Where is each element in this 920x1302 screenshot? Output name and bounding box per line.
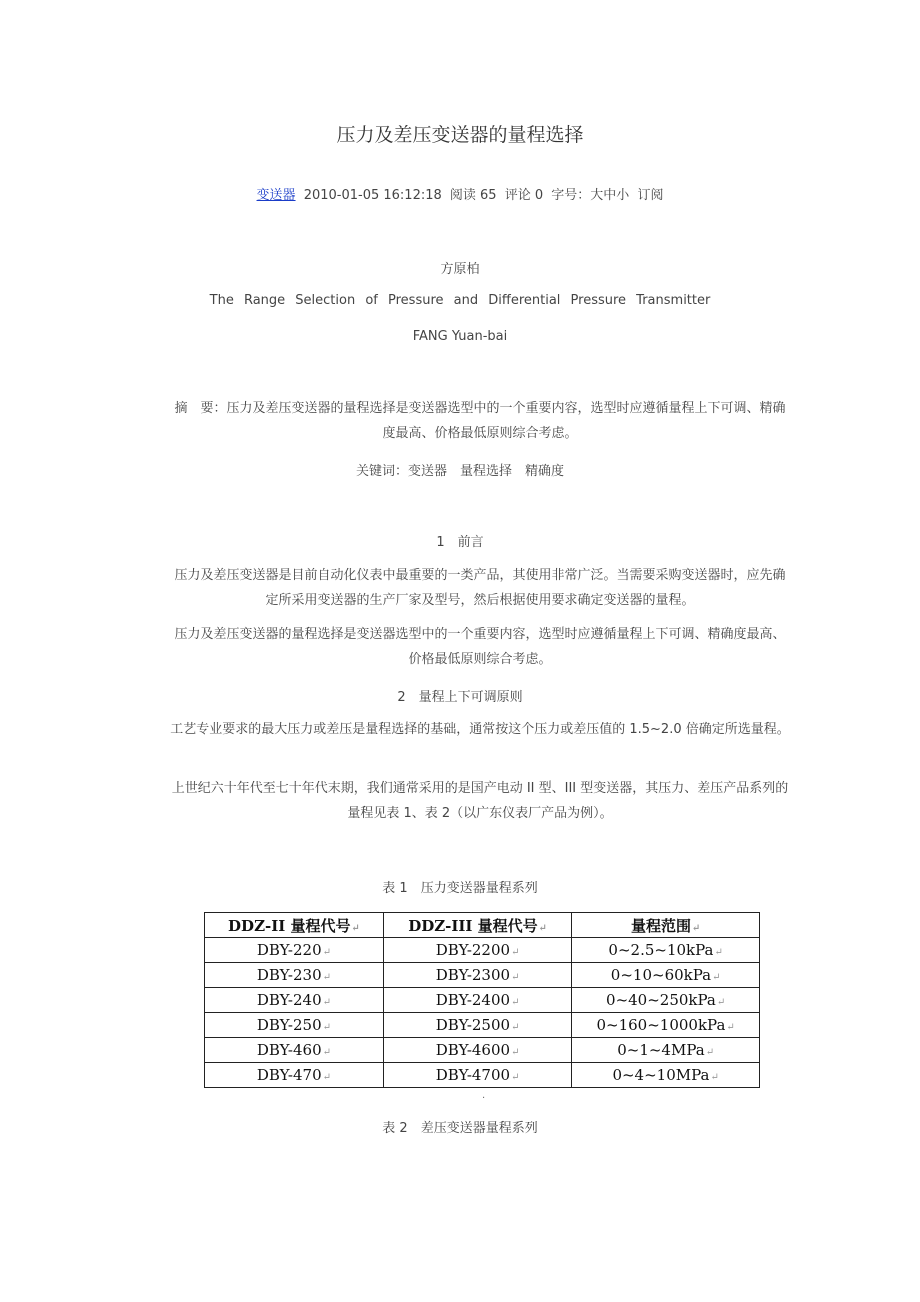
article-title: 压力及差压变送器的量程选择	[336, 124, 584, 146]
table-row	[205, 1038, 760, 1063]
table-cell: 0~10~60kPa↵	[572, 963, 760, 988]
table-cell: 0~1~4MPa↵	[572, 1038, 760, 1063]
table-cell: 0~4~10MPa↵	[572, 1063, 760, 1088]
table-row	[205, 938, 760, 963]
table-cell: DBY-2500↵	[383, 1013, 571, 1038]
header-cell: DDZ-II 量程代号↵	[205, 913, 384, 938]
table-row	[205, 988, 760, 1013]
table1-caption: 表 1 压力变送器量程系列	[382, 881, 538, 896]
table-cell: DBY-250↵	[205, 1013, 384, 1038]
header-cell: DDZ-III 量程代号↵	[383, 913, 571, 938]
header-cell: 量程范围↵	[572, 913, 760, 938]
comment-count[interactable]: 评论 0	[504, 188, 544, 203]
table-cell: 0~40~250kPa↵	[572, 988, 760, 1013]
paragraph-4: 上世纪六十年代至七十年代末期，我们通常采用的是国产电动 II 型、III 型变送器，其压力、差压产品系列的量程见表 1、表 2（以广东仪表厂产品为例）。	[171, 781, 789, 821]
section-heading-1: 1 前言	[436, 535, 484, 550]
author-cn: 方原柏	[440, 262, 480, 277]
table-row	[205, 1063, 760, 1088]
article-meta	[0, 184, 920, 203]
table-cell: DBY-460↵	[205, 1038, 384, 1063]
section-heading-2: 2 量程上下可调原则	[397, 690, 523, 705]
subscribe-link[interactable]: 订阅	[637, 188, 664, 203]
table-cell: DBY-220↵	[205, 938, 384, 963]
author-en: FANG Yuan-bai	[412, 329, 508, 344]
category-link[interactable]: 变送器	[256, 188, 296, 203]
table-cell: DBY-2300↵	[383, 963, 571, 988]
table-cell: DBY-4700↵	[383, 1063, 571, 1088]
paragraph-1: 压力及差压变送器是目前自动化仪表中最重要的一类产品，其使用非常广泛。当需要采购变送器时，应先确定所采用变送器的生产厂家及型号，然后根据使用要求确定变送器的量程。	[174, 568, 786, 608]
table-cell: DBY-470↵	[205, 1063, 384, 1088]
table-cell: 0~2.5~10kPa↵	[572, 938, 760, 963]
paragraph-mark: .	[482, 1090, 486, 1101]
post-datetime: 2010-01-05 16:12:18	[303, 188, 442, 203]
table-row	[205, 963, 760, 988]
table2-caption: 表 2 差压变送器量程系列	[382, 1121, 538, 1136]
table-header-row	[205, 913, 760, 938]
range-table	[204, 912, 760, 1088]
table-cell: DBY-2400↵	[383, 988, 571, 1013]
paragraph-3: 工艺专业要求的最大压力或差压是量程选择的基础，通常按这个压力或差压值的 1.5~2.0 倍确定所选量程。	[170, 722, 790, 737]
table-cell: DBY-230↵	[205, 963, 384, 988]
paragraph-2: 压力及差压变送器的量程选择是变送器选型中的一个重要内容，选型时应遵循量程上下可调、精确度最高、价格最低原则综合考虑。	[174, 627, 786, 667]
abstract: 摘 要：压力及差压变送器的量程选择是变送器选型中的一个重要内容，选型时应遵循量程上下可调、精确度最高、价格最低原则综合考虑。	[174, 401, 786, 441]
table-row	[205, 1013, 760, 1038]
table-cell: DBY-240↵	[205, 988, 384, 1013]
table-cell: 0~160~1000kPa↵	[572, 1013, 760, 1038]
table-cell: DBY-2200↵	[383, 938, 571, 963]
title-en: The Range Selection of Pressure and Differential Pressure Transmitter	[209, 293, 711, 308]
font-size-options[interactable]: 字号：大中小	[551, 188, 630, 203]
keywords: 关键词：变送器 量程选择 精确度	[355, 464, 564, 479]
read-count: 阅读 65	[449, 188, 497, 203]
table-cell: DBY-4600↵	[383, 1038, 571, 1063]
